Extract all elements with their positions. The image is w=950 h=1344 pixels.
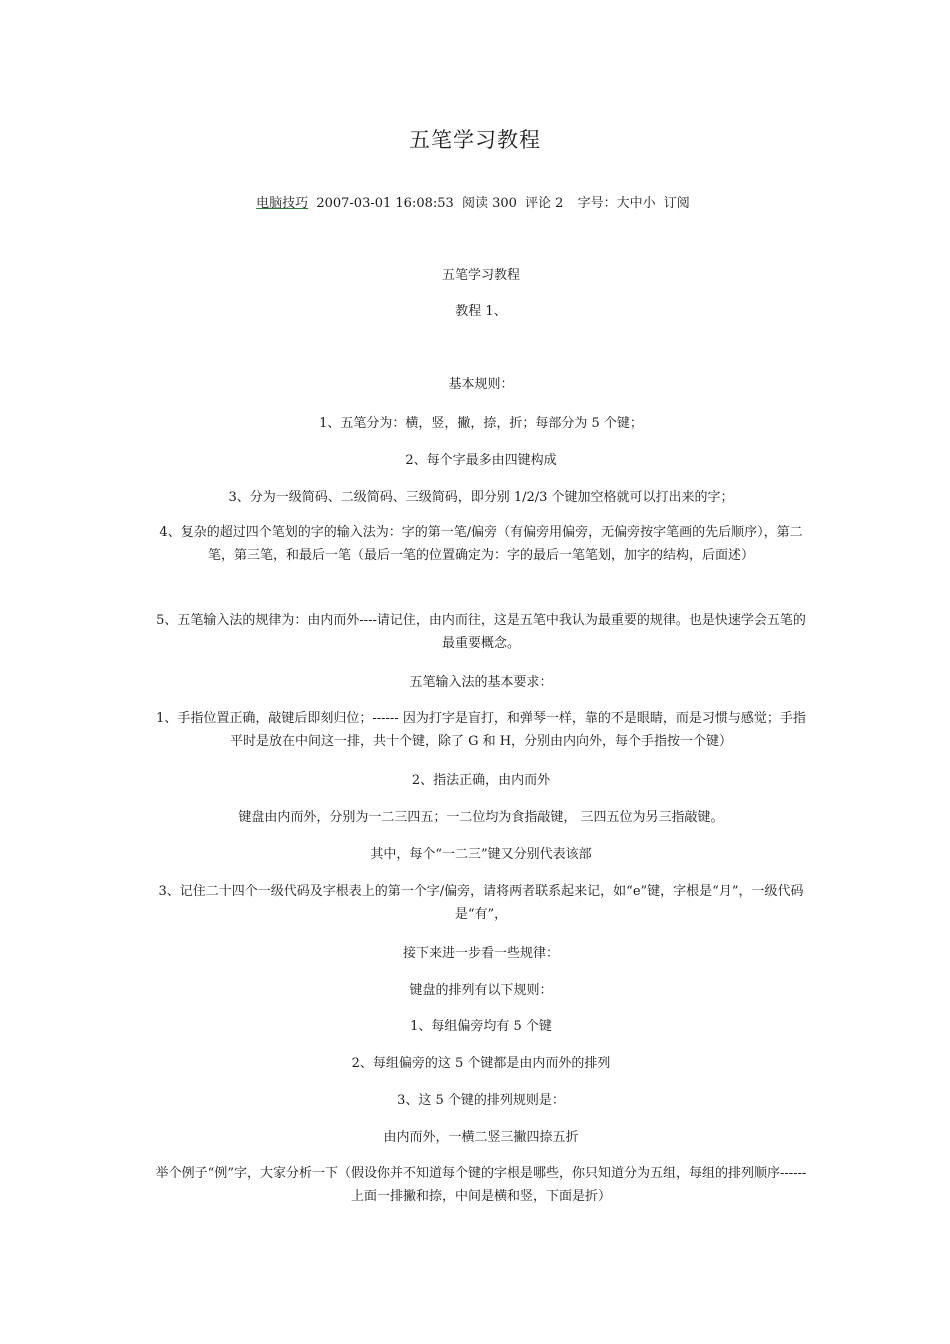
comment-count[interactable]: 评论 2: [525, 196, 564, 211]
paragraph: 接下来进一步看一些规律：: [402, 946, 559, 961]
paragraph: 举个例子“例”字，大家分析一下（假设你并不知道每个键的字根是哪些，你只知道分为五组，每组的排列顺序------上面一排撇和捺，中间是横和竖，下面是折）: [155, 1166, 807, 1204]
tutorial-label: 教程 1、: [455, 304, 507, 319]
font-size-large[interactable]: 大: [616, 196, 630, 211]
paragraph: 2、每组偏旁的这 5 个键都是由内而外的排列: [351, 1056, 611, 1071]
section-heading-requirements: 五笔输入法的基本要求：: [409, 675, 553, 690]
paragraph: 键盘的排列有以下规则：: [409, 983, 553, 998]
font-size-label: 字号：: [577, 196, 617, 211]
page-title: 五笔学习教程: [409, 128, 541, 152]
paragraph: 2、每个字最多由四键构成: [405, 453, 557, 468]
paragraph: 其中，每个“一二三”键又分别代表该部: [370, 847, 592, 862]
font-size-small[interactable]: 小: [642, 196, 656, 211]
read-count: 阅读 300: [461, 196, 517, 211]
body-heading: 五笔学习教程: [441, 268, 520, 283]
section-heading-basic-rules: 基本规则：: [448, 377, 514, 392]
paragraph: 3、记住二十四个一级代码及字根表上的第一个字/偏旁，请将两者联系起来记，如“e”键，字根是“月”，一级代码是“有”，: [158, 884, 804, 922]
paragraph: 4、复杂的超过四个笔划的字的输入法为：字的第一笔/偏旁（有偏旁用偏旁，无偏旁按字笔画的先后顺序），第二笔，第三笔，和最后一笔（最后一笔的位置确定为：字的最后一笔笔划，加字的结构，后面述）: [159, 525, 803, 563]
paragraph: 5、五笔输入法的规律为：由内而外----请记住，由内而往，这是五笔中我认为最重要的规律。也是快速学会五笔的最重要概念。: [156, 613, 806, 651]
post-datetime: 2007-03-01 16:08:53: [316, 196, 454, 211]
author-link[interactable]: 电脑技巧: [256, 196, 309, 211]
paragraph: 1、五笔分为：横，竖，撇，捺，折；每部分为 5 个键；: [319, 416, 643, 431]
font-size-medium[interactable]: 中: [629, 196, 643, 211]
post-meta: [0, 192, 950, 211]
subscribe-link[interactable]: 订阅: [663, 196, 690, 211]
paragraph: 键盘由内而外，分别为一二三四五；一二位均为食指敲键， 三四五位为另三指敲键。: [238, 810, 724, 825]
paragraph: 2、指法正确，由内而外: [411, 773, 551, 788]
paragraph: 1、手指位置正确，敲键后即刻归位；------ 因为打字是盲打，和弹琴一样，靠的不是眼睛，而是习惯与感觉；手指平时是放在中间这一排，共十个键，除了 G 和 H，分别由内向外，每个手指按一个键）: [156, 711, 806, 749]
paragraph: 由内而外，一横二竖三撇四捺五折: [383, 1130, 579, 1145]
paragraph: 3、这 5 个键的排列规则是：: [397, 1093, 565, 1108]
paragraph: 3、分为一级简码、二级简码、三级简码，即分别 1/2/3 个键加空格就可以打出来的字；: [228, 490, 734, 505]
paragraph: 1、每组偏旁均有 5 个键: [410, 1019, 552, 1034]
